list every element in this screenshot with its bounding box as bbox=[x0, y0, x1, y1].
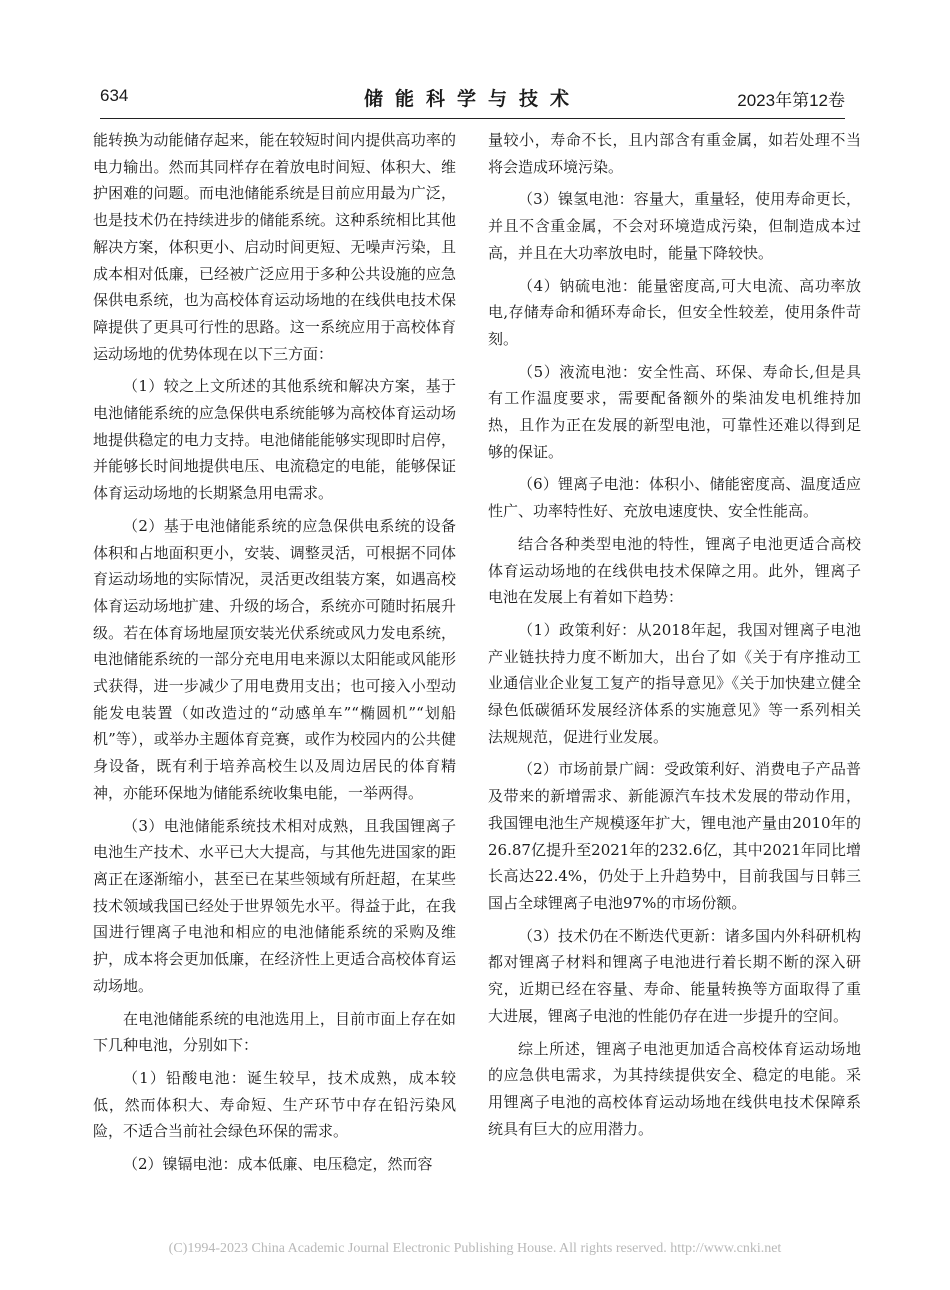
paragraph: 在电池储能系统的电池选用上，目前市面上存在如下几种电池，分别如下： bbox=[93, 1009, 456, 1055]
paragraph: （6）锂离子电池：体积小、储能密度高、温度适应性广、功率特性好、充放电速度快、安全性能高。 bbox=[488, 475, 861, 521]
copyright-footer: (C)1994-2023 China Academic Journal Electronic Publishing House. All rights reserved. http://www.cnki.net bbox=[168, 1241, 782, 1256]
paragraph: 量较小，寿命不长，且内部含有重金属，如若处理不当将会造成环境污染。 bbox=[488, 131, 861, 176]
paragraph: 综上所述，锂离子电池更加适合高校体育运动场地的应急供电需求，为其持续提供安全、稳定的电能。采用锂离子电池的高校体育运动场地在线供电技术保障系统具有巨大的应用潜力。 bbox=[488, 1039, 861, 1138]
right-column bbox=[488, 127, 861, 1148]
paragraph: （1）较之上文所述的其他系统和解决方案，基于电池储能系统的应急保供电系统能够为高校体育运动场地提供稳定的电力支持。电池储能能够实现即时启停，并能够长时间地提供电压、电流稳定的电能，能够保证体育运动场地的长期紧急用电需求。 bbox=[93, 377, 456, 503]
volume-label: 2023年第12卷 bbox=[737, 91, 845, 110]
paragraph: （1）政策利好：从2018年起，我国对锂离子电池产业链扶持力度不断加大，出台了如《关于有序推动工业通信业企业复工复产的指导意见》《关于加快建立健全绿色低碳循环发展经济体系的实施意见》等一系列相关法规规范，促进行业发展。 bbox=[488, 620, 861, 746]
paragraph: （3）技术仍在不断迭代更新：诸多国内外科研机构都对锂离子材料和锂离子电池进行着长期不断的深入研究，近期已经在容量、寿命、能量转换等方面取得了重大进展，锂离子电池的性能仍存在进一步提升的空间。 bbox=[488, 926, 861, 1025]
paragraph: （2）镍镉电池：成本低廉、电压稳定，然而容 bbox=[123, 1155, 433, 1174]
paragraph: （2）市场前景广阔：受政策利好、消费电子产品普及带来的新增需求、新能源汽车技术发展的带动作用，我国锂电池生产规模逐年扩大，锂电池产量由2010年的26.87亿提升至2021年的232.6亿，其中2021年同比增长高达22.4%，仍处于上升趋势中，目前我国与日韩三国占全球锂离子电池97%的市场份额。 bbox=[488, 760, 861, 912]
paragraph: （3）镍氢电池：容量大，重量轻，使用寿命更长，并且不含重金属，不会对环境造成污染，但制造成本过高，并且在大功率放电时，能量下降较快。 bbox=[488, 190, 861, 262]
page-header bbox=[100, 84, 845, 112]
page-number: 634 bbox=[100, 86, 129, 105]
paragraph: （1）铅酸电池：诞生较早，技术成熟，成本较低，然而体积大、寿命短、生产环节中存在铅污染风险，不适合当前社会绿色环保的需求。 bbox=[93, 1068, 456, 1141]
paragraph: （4）钠硫电池：能量密度高,可大电流、高功率放电,存储寿命和循环寿命长，但安全性较差，使用条件苛刻。 bbox=[488, 276, 861, 348]
paragraph: （5）液流电池：安全性高、环保、寿命长,但是具有工作温度要求，需要配备额外的柴油发电机维持加热，且作为正在发展的新型电池，可靠性还难以得到足够的保证。 bbox=[488, 362, 861, 461]
paragraph: 能转换为动能储存起来，能在较短时间内提供高功率的电力输出。然而其同样存在着放电时间短、体积大、维护困难的问题。而电池储能系统是目前应用最为广泛，也是技术仍在持续进步的储能系统。这种系统相比其他解决方案，体积更小、启动时间更短、无噪声污染，且成本相对低廉，已经被广泛应用于多种公共设施的应急保供电系统，也为高校体育运动场地的在线供电技术保障提供了更具可行性的思路。这一系统应用于高校体育运动场地的优势体现在以下三方面： bbox=[93, 131, 456, 363]
paragraph: （3）电池储能系统技术相对成熟，且我国锂离子电池生产技术、水平已大大提高，与其他先进国家的距离正在逐渐缩小，甚至已在某些领域有所赶超，在某些技术领域我国已经处于世界领先水平。得益于此，在我国进行锂离子电池和相应的电池储能系统的采购及维护，成本将会更加低廉，在经济性上更适合高校体育运动场地。 bbox=[93, 816, 456, 995]
journal-title: 储能科学与技术 bbox=[363, 88, 581, 110]
paragraph: 结合各种类型电池的特性，锂离子电池更适合高校体育运动场地的在线供电技术保障之用。此外，锂离子电池在发展上有着如下趋势： bbox=[488, 534, 861, 607]
paragraph: （2）基于电池储能系统的应急保供电系统的设备体积和占地面积更小，安装、调整灵活，可根据不同体育运动场地的实际情况，灵活更改组装方案，如遇高校体育运动场地扩建、升级的场合，系统亦可随时拓展升级。若在体育场地屋顶安装光伏系统或风力发电系统，电池储能系统的一部分充电用电来源以太阳能或风能形式获得，进一步减少了用电费用支出；也可接入小型动能发电装置（如改造过的“动感单车”“椭圆机”“划船机”等），或举办主题体育竞赛，或作为校园内的公共健身设备，既有利于培养高校生以及周边居民的体育精神，亦能环保地为储能系统收集电能，一举两得。 bbox=[93, 516, 456, 802]
left-column bbox=[93, 127, 456, 1184]
header-divider bbox=[100, 118, 845, 119]
